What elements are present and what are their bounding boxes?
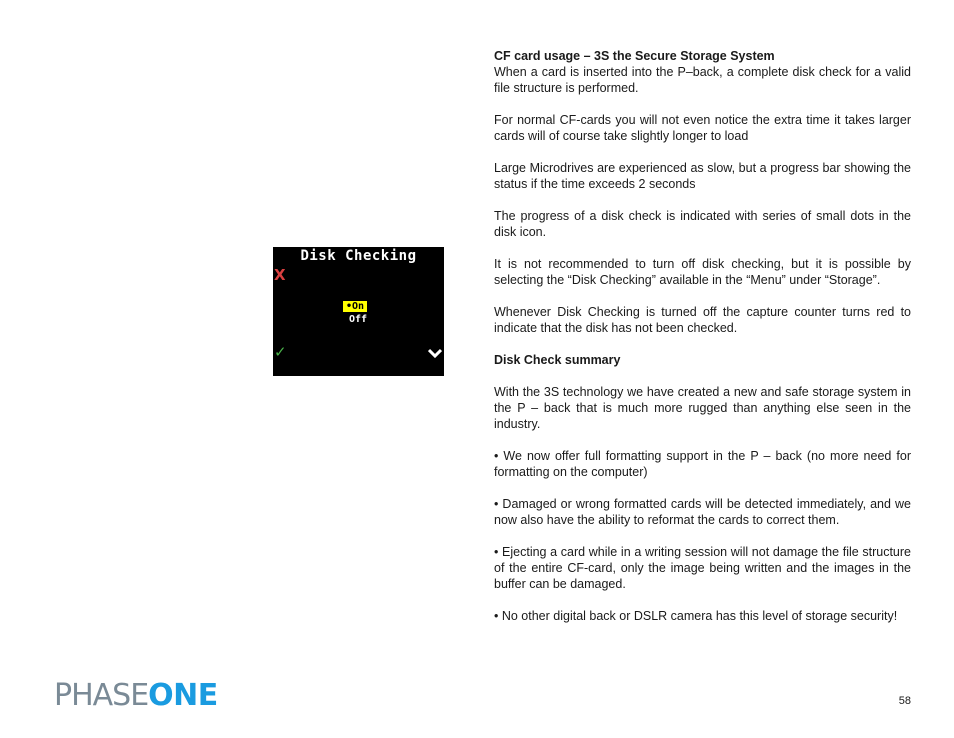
heading-cf-card-usage: CF card usage – 3S the Secure Storage System (494, 49, 775, 63)
paragraph-progress-dots: The progress of a disk check is indicated with series of small dots in the disk icon. (494, 209, 911, 239)
paragraph-card-inserted: When a card is inserted into the P–back, a complete disk check for a valid file structure is performed. (494, 65, 911, 95)
paragraph-counter-red: Whenever Disk Checking is turned off the capture counter turns red to indicate that the disk has not been checked. (494, 305, 911, 335)
bullet-ejecting-card: • Ejecting a card while in a writing session will not damage the file structure of the entire CF-card, only the image being written and the images in the buffer can be damaged. (494, 545, 911, 591)
confirm-icon: ✓ (274, 343, 287, 361)
page-number: 58 (898, 695, 911, 707)
option-off: Off (349, 314, 368, 325)
heading-disk-check-summary: Disk Check summary (494, 353, 621, 367)
logo-bold-text: ONE (148, 678, 218, 713)
bullet-formatting-support: • We now offer full formatting support in the P – back (no more need for formatting on the computer) (494, 449, 911, 479)
logo-light-text: PHASE (54, 678, 149, 713)
option-on-selected: •On (343, 301, 367, 312)
phase-one-logo (54, 679, 218, 713)
paragraph-turn-off: It is not recommended to turn off disk checking, but it is possible by selecting the “Disk Checking” available in the “Menu” under “Storage”. (494, 257, 911, 287)
paragraph-3s-technology: With the 3S technology we have created a new and safe storage system in the P – back that is much more rugged than anything else seen in the industry. (494, 385, 911, 431)
screen-title: Disk Checking (300, 248, 417, 264)
chevron-down-icon (428, 345, 442, 363)
text-column (494, 48, 911, 624)
paragraph-microdrives: Large Microdrives are experienced as slow, but a progress bar showing the status if the time exceeds 2 seconds (494, 161, 911, 191)
bullet-damaged-cards: • Damaged or wrong formatted cards will be detected immediately, and we now also have the ability to reformat the cards to correct them. (494, 497, 911, 527)
bullet-storage-security: • No other digital back or DSLR camera has this level of storage security! (494, 609, 898, 623)
cancel-icon: X (274, 266, 286, 284)
paragraph-normal-cards: For normal CF-cards you will not even notice the extra time it takes larger cards will of course take slightly longer to load (494, 113, 911, 143)
camera-screen-disk-checking (273, 247, 444, 376)
